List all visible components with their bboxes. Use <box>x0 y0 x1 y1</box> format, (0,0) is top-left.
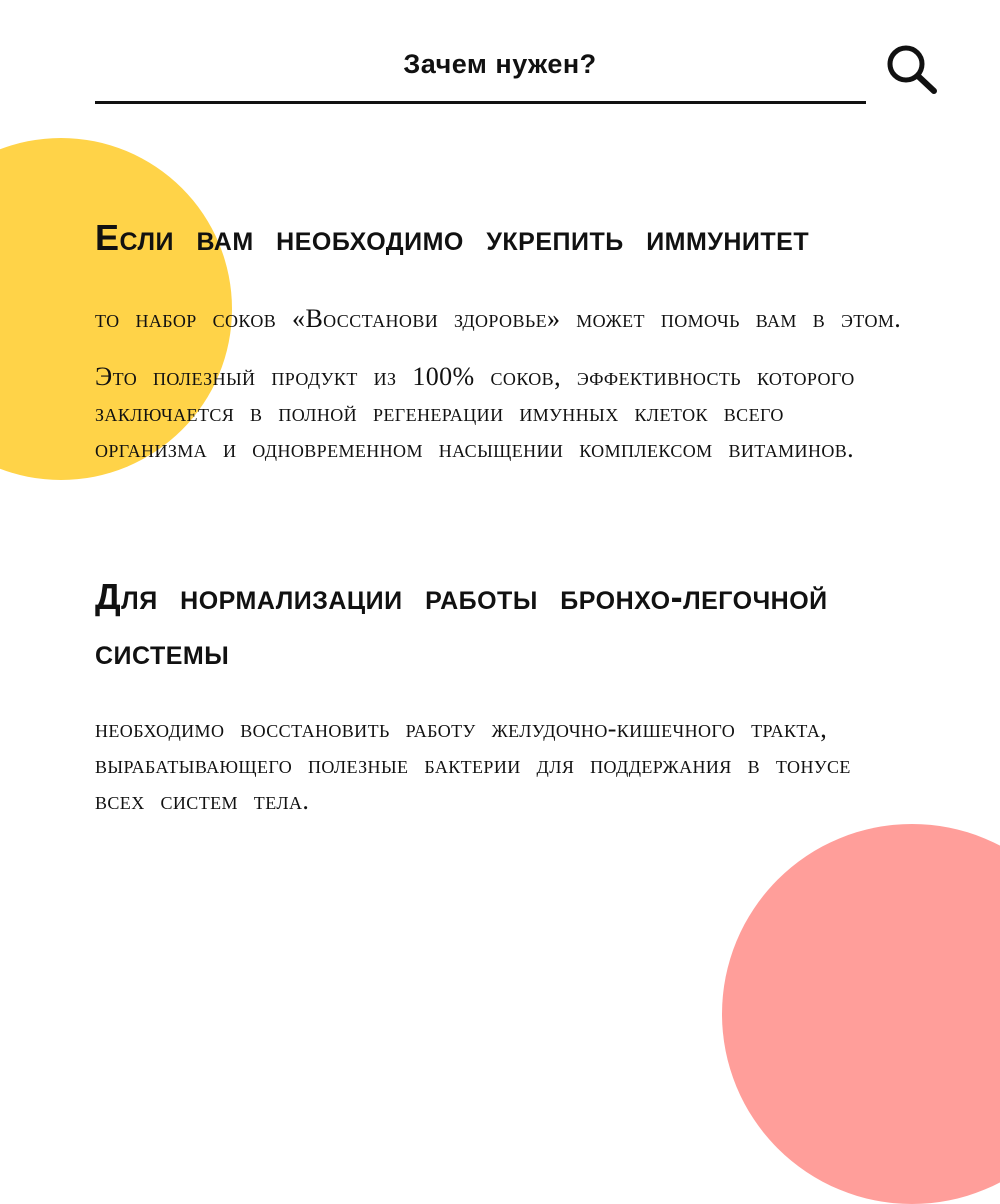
section-paragraph: то набор соков «Восстанови здоровье» может помочь вам в этом. <box>95 304 902 333</box>
section-bronchopulmonary <box>95 569 907 819</box>
header-divider <box>95 101 866 104</box>
search-button[interactable] <box>882 40 942 98</box>
section-heading: Для нормализации работы бронхо-легочной системы <box>95 576 828 672</box>
search-icon <box>882 40 942 98</box>
section-immunity <box>95 210 907 467</box>
section-paragraph: Это полезный продукт из 100% соков, эффективность которого заключается в полной регенерации имунных клеток всего организма и одновременном насыщении комплексом витаминов. <box>95 362 855 463</box>
decorative-pink-circle <box>722 824 1000 1204</box>
section-paragraph: необходимо восстановить работу желудочно-кишечного тракта, вырабатывающего полезные бактерии для поддержания в тонусе всех систем тела. <box>95 714 851 815</box>
section-heading: Если вам необходимо укрепить иммунитет <box>95 217 810 258</box>
page-title: Зачем нужен? <box>403 49 597 79</box>
main-content <box>95 210 907 819</box>
